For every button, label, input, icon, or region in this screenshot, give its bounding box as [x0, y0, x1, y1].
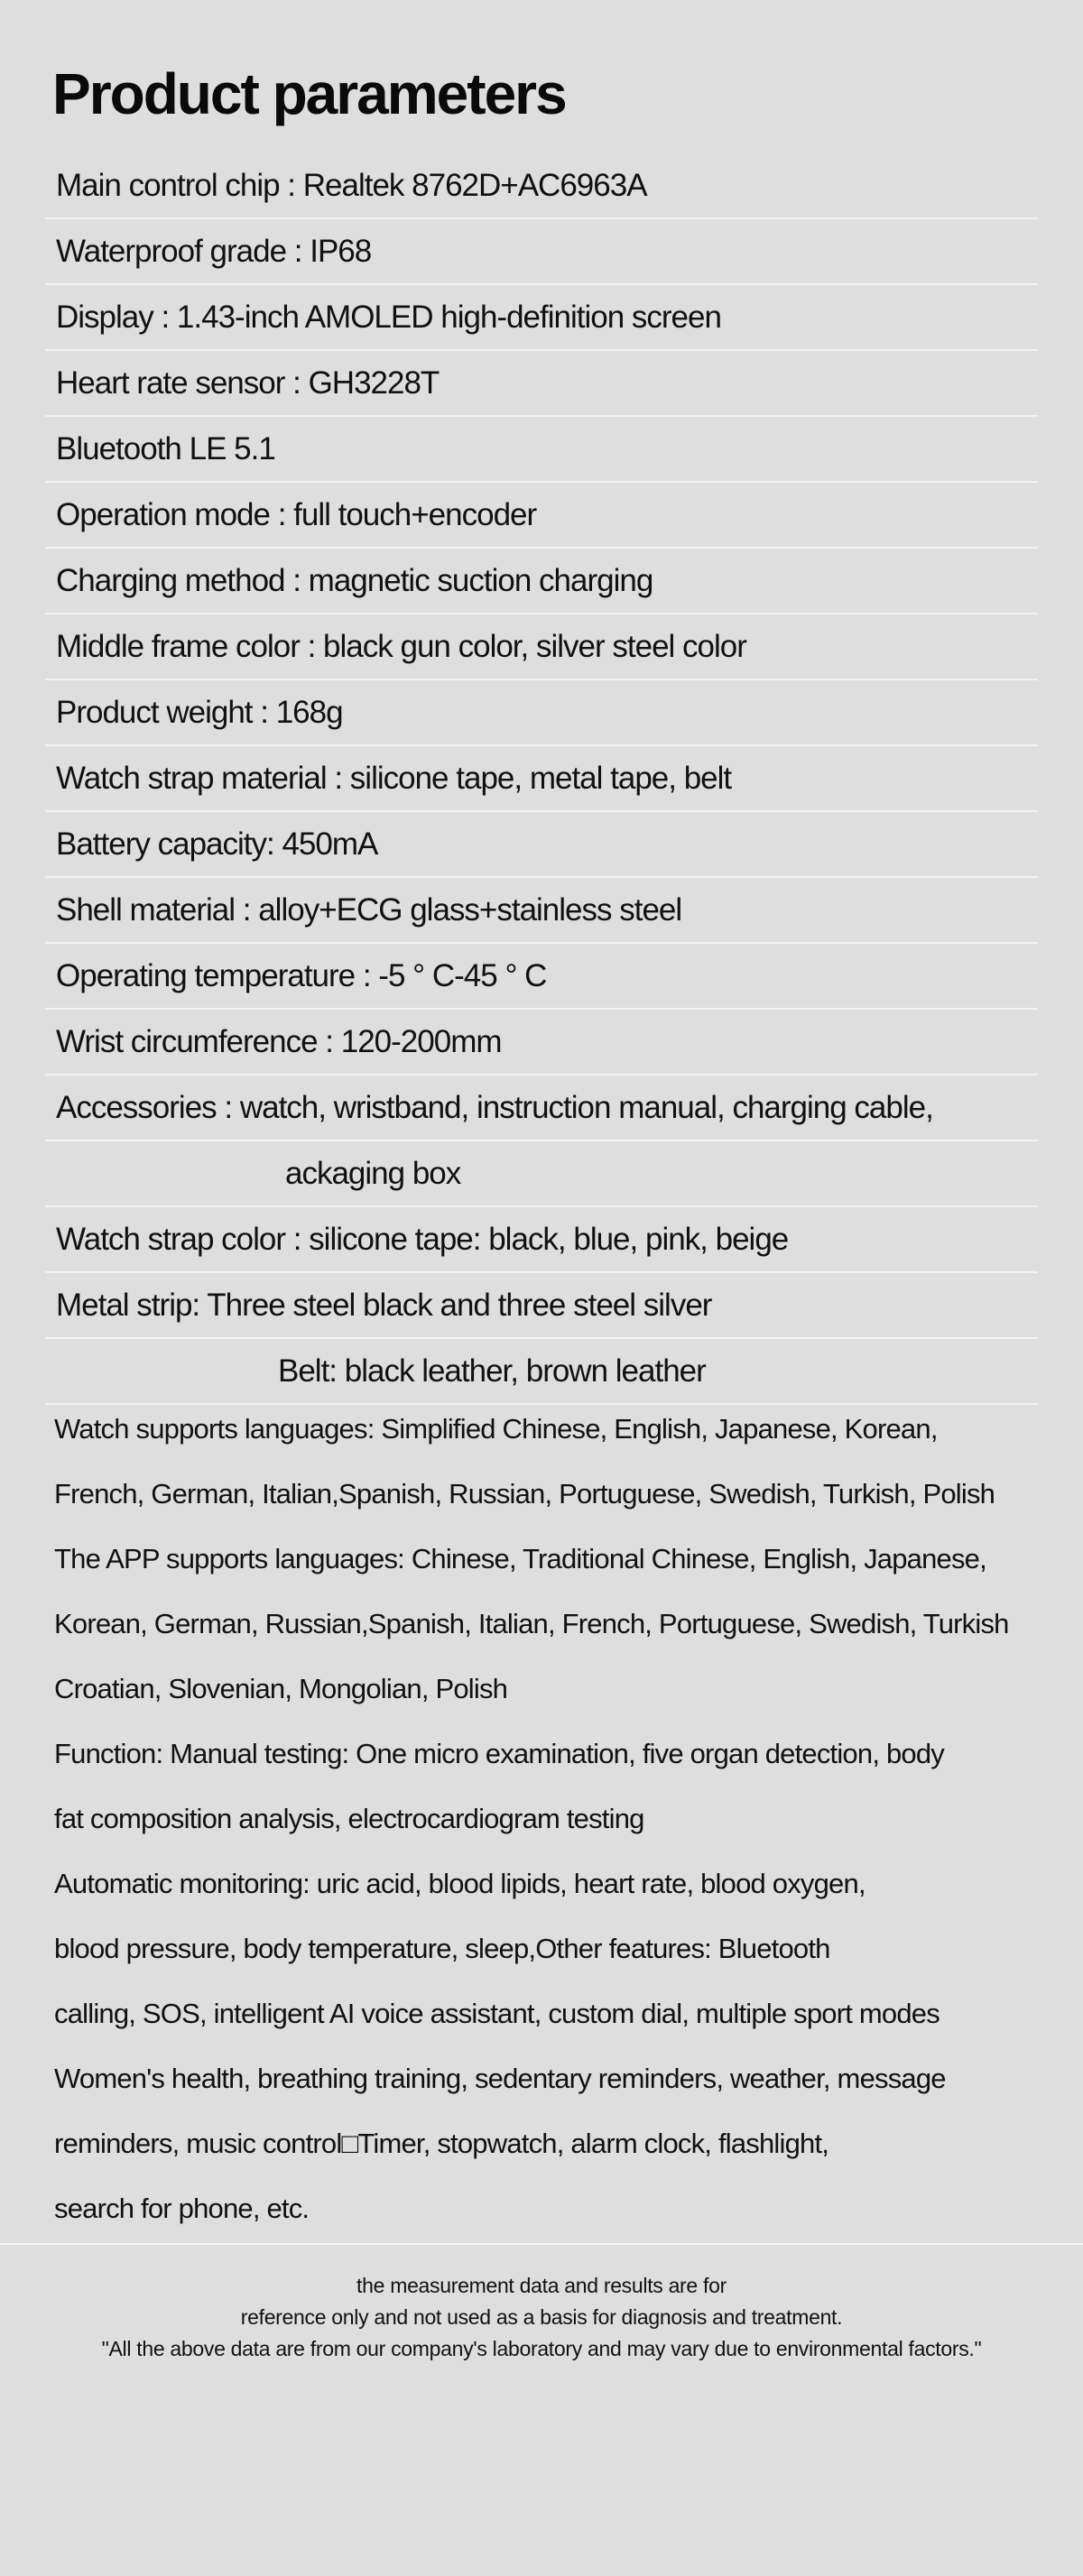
param-display: Display : 1.43-inch AMOLED high-definition screen	[45, 285, 1038, 351]
param-heart-rate-sensor: Heart rate sensor : GH3228T	[45, 351, 1038, 417]
param-operation-mode: Operation mode : full touch+encoder	[45, 483, 1038, 549]
disclaimer-line: "All the above data are from our company's laboratory and may vary due to environmental factors."	[101, 2337, 982, 2360]
param-watch-strap-material: Watch strap material : silicone tape, metal tape, belt	[45, 746, 1038, 812]
param-shell-material: Shell material : alloy+ECG glass+stainless steel	[45, 878, 1038, 944]
disclaimer-line: reference only and not used as a basis for diagnosis and treatment.	[240, 2305, 843, 2329]
text-line: calling, SOS, intelligent AI voice assistant, custom dial, multiple sport modes	[54, 1998, 940, 2029]
page-title: Product parameters	[52, 61, 566, 126]
param-operating-temperature: Operating temperature : -5 ° C-45 ° C	[45, 944, 1038, 1010]
param-wrist-circumference: Wrist circumference : 120-200mm	[45, 1010, 1038, 1076]
text-line: Croatian, Slovenian, Mongolian, Polish	[54, 1673, 508, 1704]
param-charging-method: Charging method : magnetic suction charging	[45, 549, 1038, 614]
param-middle-frame-color: Middle frame color : black gun color, silver steel color	[45, 614, 1038, 680]
text-line: Women's health, breathing training, sedentary reminders, weather, message	[54, 2063, 946, 2094]
text-line: search for phone, etc.	[54, 2193, 310, 2224]
param-bluetooth: Bluetooth LE 5.1	[45, 417, 1038, 483]
text-line: The APP supports languages: Chinese, Traditional Chinese, English, Japanese,	[54, 1543, 986, 1574]
text-line: blood pressure, body temperature, sleep,Other features: Bluetooth	[54, 1933, 830, 1964]
disclaimer-line: the measurement data and results are for	[356, 2274, 727, 2297]
text-line: Watch supports languages: Simplified Chinese, English, Japanese, Korean,	[54, 1413, 938, 1445]
param-product-weight: Product weight : 168g	[45, 680, 1038, 746]
param-main-control-chip: Main control chip : Realtek 8762D+AC6963A	[45, 153, 1038, 219]
param-waterproof-grade: Waterproof grade : IP68	[45, 219, 1038, 285]
param-battery-capacity: Battery capacity: 450mA	[45, 812, 1038, 878]
param-watch-strap-color: Watch strap color : silicone tape: black, blue, pink, beige	[45, 1207, 1038, 1273]
text-line: fat composition analysis, electrocardiogram testing	[54, 1803, 644, 1834]
text-line: reminders, music control□Timer, stopwatch, alarm clock, flashlight,	[54, 2128, 829, 2159]
features-text-block	[54, 1397, 1047, 2241]
parameters-list	[45, 153, 1038, 1405]
param-accessories-continued: ackaging box	[45, 1141, 1038, 1207]
disclaimer-footer	[0, 2270, 1083, 2365]
section-divider	[0, 2243, 1083, 2245]
param-accessories: Accessories : watch, wristband, instruction manual, charging cable,	[45, 1076, 1038, 1141]
text-line: Automatic monitoring: uric acid, blood lipids, heart rate, blood oxygen,	[54, 1868, 865, 1899]
param-belt: Belt: black leather, brown leather	[45, 1339, 1038, 1405]
text-line: Korean, German, Russian,Spanish, Italian, French, Portuguese, Swedish, Turkish	[54, 1608, 1009, 1639]
text-line: French, German, Italian,Spanish, Russian, Portuguese, Swedish, Turkish, Polish	[54, 1478, 995, 1510]
param-metal-strip: Metal strip: Three steel black and three steel silver	[45, 1273, 1038, 1339]
text-line: Function: Manual testing: One micro examination, five organ detection, body	[54, 1738, 944, 1769]
